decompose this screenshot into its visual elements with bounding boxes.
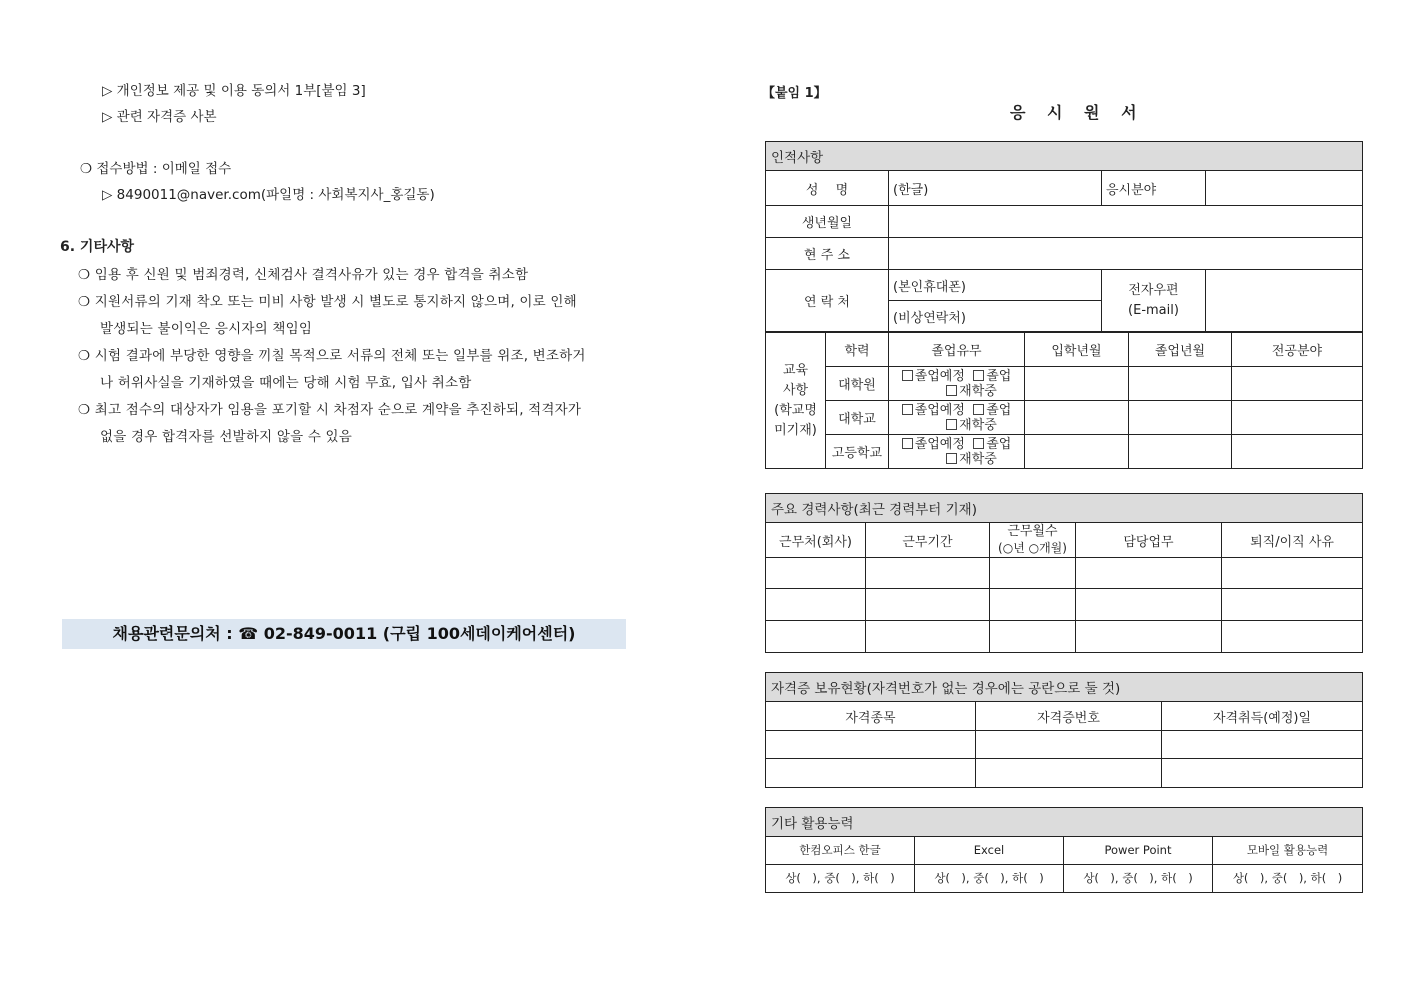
career-cell[interactable] bbox=[1076, 558, 1222, 589]
receipt-method: ❍ 접수방법 : 이메일 접수 bbox=[80, 161, 232, 177]
skill-mobile: 모바일 활용능력 bbox=[1213, 837, 1363, 865]
note-4-cont: 없을 경우 합격자를 선발하지 않을 수 있음 bbox=[100, 429, 353, 445]
option-expected: 졸업예정 bbox=[914, 402, 965, 418]
career-col-months-line2: (○년 ○개월) bbox=[998, 541, 1067, 555]
career-col-months-line1: 근무월수 bbox=[1007, 524, 1058, 539]
note-3-cont: 나 허위사실을 기재하였을 때에는 당해 시험 무효, 입사 취소함 bbox=[100, 375, 472, 391]
edu-level-univ: 대학교 bbox=[826, 401, 889, 435]
edu-admission-input[interactable] bbox=[1025, 401, 1129, 435]
license-cell[interactable] bbox=[976, 759, 1162, 788]
license-cell[interactable] bbox=[976, 731, 1162, 759]
career-col-duty: 담당업무 bbox=[1076, 523, 1222, 558]
edu-level-grad: 대학원 bbox=[826, 367, 889, 401]
checkbox[interactable] bbox=[946, 419, 957, 430]
career-col-months bbox=[990, 523, 1076, 558]
edu-graduation-input[interactable] bbox=[1129, 401, 1232, 435]
doc-item-certificate: ▷ 관련 자격증 사본 bbox=[102, 109, 217, 125]
checkbox[interactable] bbox=[902, 438, 913, 449]
address-input[interactable] bbox=[889, 238, 1363, 270]
career-cell[interactable] bbox=[990, 589, 1076, 621]
checkbox[interactable] bbox=[946, 385, 957, 396]
email-input[interactable] bbox=[1206, 270, 1363, 332]
career-col-reason: 퇴직/이직 사유 bbox=[1222, 523, 1363, 558]
option-graduated: 졸업 bbox=[986, 436, 1012, 452]
name-field[interactable]: (한글) bbox=[889, 171, 1102, 206]
address-label: 현 주 소 bbox=[766, 238, 889, 270]
skill-rating[interactable]: 상( ), 중( ), 하( ) bbox=[766, 865, 915, 893]
edu-header-graduation: 졸업년월 bbox=[1129, 333, 1232, 367]
license-table bbox=[765, 672, 1363, 788]
career-cell[interactable] bbox=[766, 621, 866, 653]
career-cell[interactable] bbox=[766, 558, 866, 589]
form-title: 응 시 원 서 bbox=[1010, 103, 1145, 122]
license-col-type: 자격종목 bbox=[766, 702, 976, 731]
email-label-line2: (E-mail) bbox=[1128, 302, 1179, 318]
option-enrolled: 재학중 bbox=[959, 451, 997, 467]
career-col-period: 근무기간 bbox=[866, 523, 990, 558]
edu-level-highschool: 고등학교 bbox=[826, 435, 889, 469]
email-label bbox=[1102, 270, 1206, 332]
field-input[interactable] bbox=[1206, 171, 1363, 206]
edu-status-options bbox=[889, 435, 1025, 469]
edu-label-line2: 사항 bbox=[782, 382, 809, 398]
education-row-label bbox=[766, 333, 826, 469]
career-cell[interactable] bbox=[1222, 621, 1363, 653]
edu-admission-input[interactable] bbox=[1025, 435, 1129, 469]
personal-header: 인적사항 bbox=[766, 142, 1363, 171]
career-cell[interactable] bbox=[766, 589, 866, 621]
skill-hwp: 한컴오피스 한글 bbox=[766, 837, 915, 865]
skill-excel: Excel bbox=[915, 837, 1064, 865]
edu-header-status: 졸업유무 bbox=[889, 333, 1025, 367]
checkbox[interactable] bbox=[946, 453, 957, 464]
career-cell[interactable] bbox=[1222, 589, 1363, 621]
option-expected: 졸업예정 bbox=[914, 368, 965, 384]
skill-powerpoint: Power Point bbox=[1064, 837, 1213, 865]
edu-status-options bbox=[889, 401, 1025, 435]
edu-header-admission: 입학년월 bbox=[1025, 333, 1129, 367]
career-col-company: 근무처(회사) bbox=[766, 523, 866, 558]
license-cell[interactable] bbox=[1162, 731, 1363, 759]
skill-rating[interactable]: 상( ), 중( ), 하( ) bbox=[915, 865, 1064, 893]
edu-header-level: 학력 bbox=[826, 333, 889, 367]
edu-major-input[interactable] bbox=[1232, 367, 1363, 401]
license-col-number: 자격증번호 bbox=[976, 702, 1162, 731]
career-cell[interactable] bbox=[990, 558, 1076, 589]
career-cell[interactable] bbox=[990, 621, 1076, 653]
option-enrolled: 재학중 bbox=[959, 383, 997, 399]
career-table bbox=[765, 493, 1363, 653]
checkbox[interactable] bbox=[902, 370, 913, 381]
edu-label-line4: 미기재) bbox=[774, 422, 817, 438]
edu-label-line1: 교육 bbox=[782, 362, 809, 378]
license-col-date: 자격취득(예정)일 bbox=[1162, 702, 1363, 731]
skills-header: 기타 활용능력 bbox=[766, 808, 1363, 837]
edu-label-line3: (학교명 bbox=[774, 402, 817, 418]
license-cell[interactable] bbox=[1162, 759, 1363, 788]
license-cell[interactable] bbox=[766, 759, 976, 788]
birth-label: 생년월일 bbox=[766, 206, 889, 238]
career-cell[interactable] bbox=[866, 558, 990, 589]
career-cell[interactable] bbox=[866, 621, 990, 653]
note-3: ❍ 시험 결과에 부당한 영향을 끼칠 목적으로 서류의 전체 또는 일부를 위조, 변조하거 bbox=[78, 348, 586, 364]
career-cell[interactable] bbox=[1076, 621, 1222, 653]
checkbox[interactable] bbox=[902, 404, 913, 415]
checkbox[interactable] bbox=[973, 438, 984, 449]
recruitment-contact: 채용관련문의처 : ☎ 02-849-0011 (구립 100세데이케어센터) bbox=[62, 619, 626, 649]
skill-rating[interactable]: 상( ), 중( ), 하( ) bbox=[1213, 865, 1363, 893]
section6-title: 6. 기타사항 bbox=[60, 239, 135, 255]
field-label: 응시분야 bbox=[1102, 171, 1206, 206]
name-label: 성 명 bbox=[766, 171, 889, 206]
checkbox[interactable] bbox=[973, 404, 984, 415]
birth-input[interactable] bbox=[889, 206, 1363, 238]
career-cell[interactable] bbox=[1076, 589, 1222, 621]
edu-header-major: 전공분야 bbox=[1232, 333, 1363, 367]
note-2-cont: 발생되는 불이익은 응시자의 책임임 bbox=[100, 321, 313, 337]
edu-major-input[interactable] bbox=[1232, 435, 1363, 469]
doc-item-consent: ▷ 개인정보 제공 및 이용 동의서 1부[붙임 3] bbox=[102, 83, 366, 99]
education-table bbox=[765, 332, 1363, 469]
note-4: ❍ 최고 점수의 대상자가 임용을 포기할 시 차점자 순으로 계약을 추진하되, 적격자가 bbox=[78, 402, 582, 418]
option-graduated: 졸업 bbox=[986, 368, 1012, 384]
career-cell[interactable] bbox=[866, 589, 990, 621]
receipt-email: ▷ 8490011@naver.com(파일명 : 사회복지사_홍길동) bbox=[102, 187, 435, 203]
skill-rating[interactable]: 상( ), 중( ), 하( ) bbox=[1064, 865, 1213, 893]
career-cell[interactable] bbox=[1222, 558, 1363, 589]
emergency-field[interactable]: (비상연락처) bbox=[889, 301, 1102, 332]
edu-graduation-input[interactable] bbox=[1129, 367, 1232, 401]
edu-major-input[interactable] bbox=[1232, 401, 1363, 435]
option-enrolled: 재학중 bbox=[959, 417, 997, 433]
attachment-tag: 【붙임 1】 bbox=[762, 86, 827, 101]
note-1: ❍ 임용 후 신원 및 범죄경력, 신체검사 결격사유가 있는 경우 합격을 취소함 bbox=[78, 267, 529, 283]
edu-status-options bbox=[889, 367, 1025, 401]
email-label-line1: 전자우편 bbox=[1128, 282, 1179, 298]
option-expected: 졸업예정 bbox=[914, 436, 965, 452]
note-2: ❍ 지원서류의 기재 착오 또는 미비 사항 발생 시 별도로 통지하지 않으며, 이로 인해 bbox=[78, 294, 577, 310]
edu-graduation-input[interactable] bbox=[1129, 435, 1232, 469]
checkbox[interactable] bbox=[973, 370, 984, 381]
edu-admission-input[interactable] bbox=[1025, 367, 1129, 401]
skills-table bbox=[765, 807, 1363, 893]
mobile-field[interactable]: (본인휴대폰) bbox=[889, 270, 1102, 301]
license-cell[interactable] bbox=[766, 731, 976, 759]
license-header: 자격증 보유현황(자격번호가 없는 경우에는 공란으로 둘 것) bbox=[766, 673, 1363, 702]
contact-label: 연 락 처 bbox=[766, 270, 889, 332]
personal-info-table bbox=[765, 141, 1363, 332]
career-header: 주요 경력사항(최근 경력부터 기재) bbox=[766, 494, 1363, 523]
option-graduated: 졸업 bbox=[986, 402, 1012, 418]
